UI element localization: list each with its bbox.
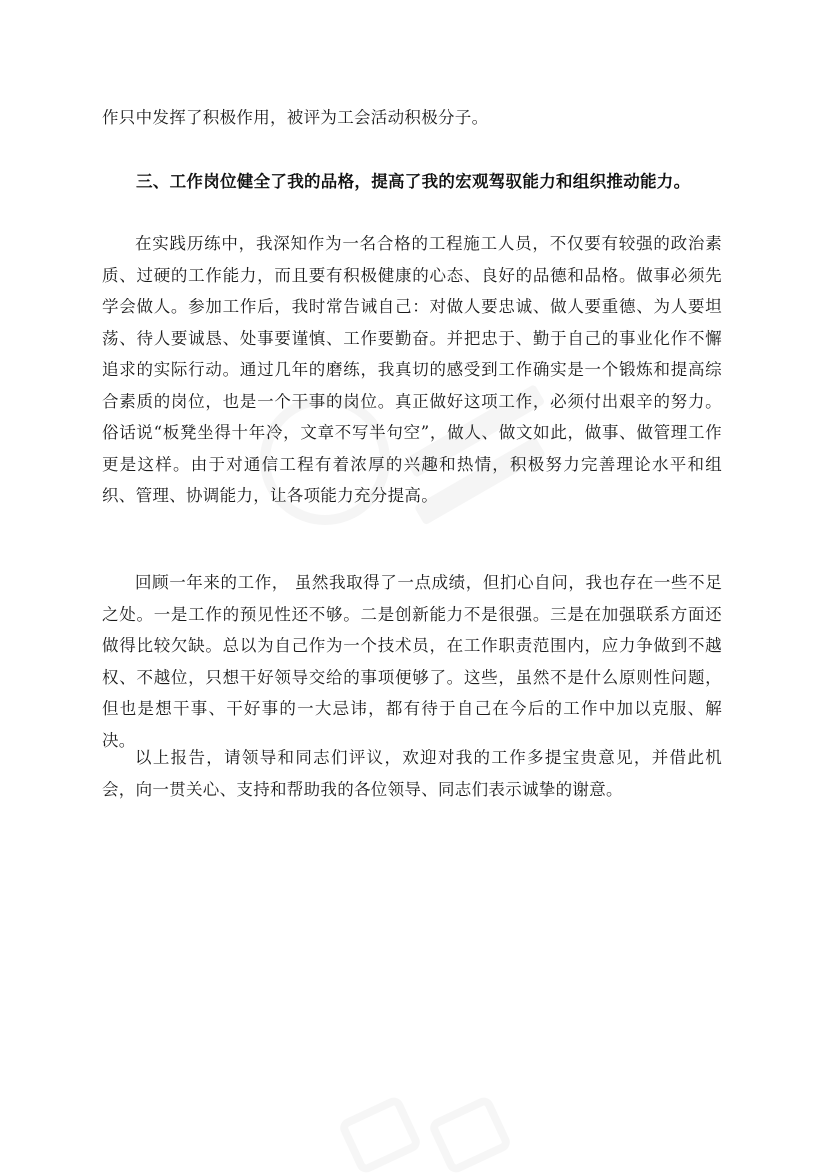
- paragraph-practice: 在实践历练中，我深知作为一名合格的工程施工人员，不仅要有较强的政治素质、过硬的工作能力，而且要有积极健康的心态、良好的品德和品格。做事必须先学会做人。参加工作后，我时常告诫自己：对做人要忠诚、做人要重德、为人要坦荡、待人要诚恳、处事要谨慎、工作要勤奋。并把忠于、勤于自己的事业化作不懈追求的实际行动。通过几年的磨练，我真切的感受到工作确实是一个锻炼和提高综合素质的岗位，也是一个干事的岗位。真正做好这项工作，必须付出艰辛的努力。俗话说“板凳坐得十年冷，文章不写半句空”，做人、做文如此，做事、做管理工作更是这样。由于对通信工程有着浓厚的兴趣和热情，积极努力完善理论水平和组织、管理、协调能力，让各项能力充分提高。: [102, 234, 722, 505]
- continuation-line: 作只中发挥了积极作用，被评为工会活动积极分子。: [102, 108, 489, 127]
- section-heading: 三、工作岗位健全了我的品格，提高了我的宏观驾驭能力和组织推动能力。: [136, 172, 691, 191]
- paragraph-closing: 以上报告，请领导和同志们评议，欢迎对我的工作多提宝贵意见，并借此机会，向一贯关心、支持和帮助我的各位领导、同志们表示诚挚的谢意。: [102, 748, 722, 799]
- paragraph-review: 回顾一年来的工作， 虽然我取得了一点成绩，但扪心自问，我也存在一些不足之处。一是工作的预见性还不够。二是创新能力不是很强。三是在加强联系方面还做得比较欠缺。总以为自己作为一个技术员，在工作职责范围内，应力争做到不越权、不越位，只想干好领导交给的事项便够了。这些，虽然不是什么原则性问题，但也是想干事、干好事的一大忌讳，都有待于自己在今后的工作中加以克服、解决。: [102, 573, 722, 750]
- watermark-footer-icon: [330, 1090, 530, 1174]
